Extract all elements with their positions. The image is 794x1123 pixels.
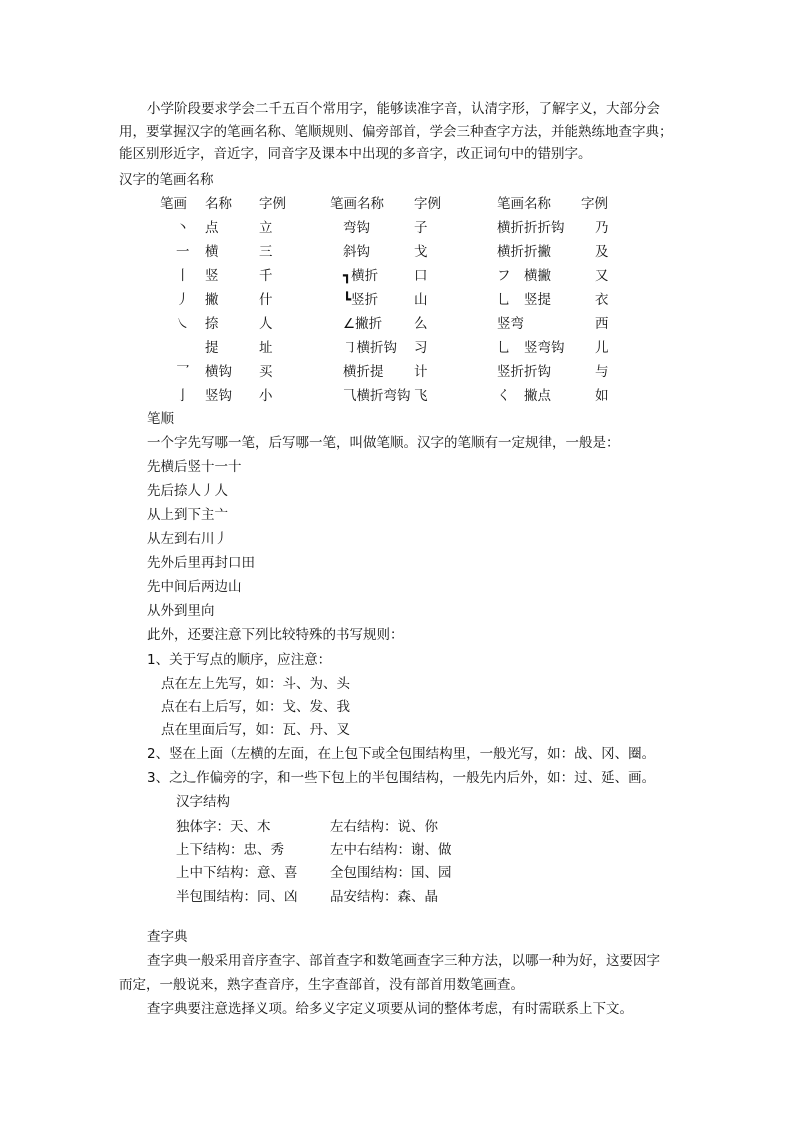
structure-item: 半包围结构：同、凶: [176, 889, 298, 905]
stroke-name: 横钩: [205, 364, 232, 380]
order-intro: 一个字先写哪一笔，后写哪一笔，叫做笔顺。汉字的笔顺有一定规律，一般是：: [147, 435, 620, 451]
stroke-name-3: フ 横撇: [497, 268, 551, 284]
stroke-table-row: [0, 243, 794, 261]
stroke-example-3: 又: [595, 268, 609, 284]
stroke-example-2: 口: [414, 268, 428, 284]
stroke-example: 什: [259, 292, 273, 308]
stroke-glyph: 丿: [176, 292, 190, 308]
stroke-example-2: 子: [414, 220, 428, 236]
stroke-example: 址: [259, 340, 273, 356]
stroke-example-3: 衣: [595, 292, 609, 308]
intro-line: 能区别形近字，音近字，同音字及课本中出现的多音字，改正词句中的错别字。: [119, 146, 592, 162]
intro-paragraph: [119, 98, 679, 166]
stroke-example: 三: [259, 244, 273, 260]
stroke-name-3: 竖折折钩: [497, 364, 551, 380]
dictionary-para-line: 查字典一般采用音序查字、部首查字和数笔画查字三种方法，以哪一种为好，这要因字: [147, 953, 660, 969]
stroke-example-3: 乃: [595, 220, 609, 236]
order-rule: 从左到右川丿: [147, 531, 228, 547]
header-example-3: 字例: [581, 196, 608, 212]
stroke-name: 竖钩: [205, 388, 232, 404]
stroke-section-title: 汉字的笔画名称: [119, 172, 214, 188]
stroke-glyph: ㇏: [176, 316, 190, 332]
stroke-name-2: 斜钩: [343, 244, 370, 260]
stroke-example-2: 山: [414, 292, 428, 308]
stroke-table-row: [0, 339, 794, 357]
structure-item: 左右结构：说、你: [330, 819, 438, 835]
header-stroke-name-2: 笔画名称: [330, 196, 384, 212]
dictionary-para-2: 查字典要注意选择义项。给多义字定义项要从词的整体考虑，有时需联系上下文。: [147, 1001, 633, 1017]
structure-section-title: 汉字结构: [176, 794, 230, 810]
stroke-example-3: 儿: [595, 340, 609, 356]
structure-item: 全包围结构：国、园: [330, 865, 452, 881]
stroke-table-row: [0, 291, 794, 309]
stroke-name: 提: [205, 340, 219, 356]
structure-item: 独体字：天、木: [176, 819, 271, 835]
dictionary-section-title: 查字典: [147, 929, 188, 945]
structure-item: 上中下结构：意、喜: [176, 865, 298, 881]
special-rule-1-item: 点在右上后写，如：戈、发、我: [161, 699, 350, 715]
stroke-name: 捺: [205, 316, 219, 332]
intro-line: 小学阶段要求学会二千五百个常用字，能够读准字音，认清字形，了解字义，大部分会: [147, 101, 660, 117]
stroke-name-2: ⺄横折弯钩: [343, 388, 411, 404]
stroke-name-3: 横折折撇: [497, 244, 551, 260]
stroke-example-3: 及: [595, 244, 609, 260]
stroke-table-row: [0, 219, 794, 237]
stroke-name-2: 弯钩: [343, 220, 370, 236]
stroke-example-2: 习: [414, 340, 428, 356]
stroke-table-header: [0, 195, 794, 213]
stroke-name-3: 乚 竖提: [497, 292, 551, 308]
stroke-glyph: 丶: [176, 220, 190, 236]
special-rule-3: 3、之辶作偏旁的字，和一些下包上的半包围结构，一般先内后外，如：过、延、画。: [147, 770, 656, 786]
header-stroke: 笔画: [160, 196, 187, 212]
order-rule: 从上到下主亠: [147, 507, 228, 523]
header-example: 字例: [259, 196, 286, 212]
stroke-example-3: 如: [595, 388, 609, 404]
stroke-example-2: 么: [414, 316, 428, 332]
stroke-glyph: 亅: [176, 388, 190, 404]
stroke-example-2: 计: [414, 364, 428, 380]
stroke-example-2: 飞: [414, 388, 428, 404]
stroke-example: 千: [259, 268, 273, 284]
stroke-example: 人: [259, 316, 273, 332]
stroke-table-row: [0, 387, 794, 405]
stroke-example-3: 与: [595, 364, 609, 380]
stroke-table-row: [0, 363, 794, 381]
special-rule-1: 1、关于写点的顺序，应注意：: [147, 652, 332, 668]
stroke-glyph: 乛: [176, 364, 190, 380]
stroke-name-2: 横折提: [343, 364, 384, 380]
stroke-name-2: ┗竖折: [343, 292, 379, 308]
order-rule: 从外到里向: [147, 603, 215, 619]
stroke-example: 买: [259, 364, 273, 380]
order-rule: 先横后竖十一十: [147, 459, 242, 475]
stroke-name-3: 乚 竖弯钩: [497, 340, 565, 356]
special-rule-1-item: 点在里面后写，如：瓦、丹、叉: [161, 722, 350, 738]
stroke-name-2: ┓横折: [343, 268, 379, 284]
stroke-glyph: 丨: [176, 268, 190, 284]
stroke-name: 撇: [205, 292, 219, 308]
stroke-name-2: ㇆横折钩: [343, 340, 397, 356]
dictionary-para-line: 而定，一般说来，熟字查音序，生字查部首，没有部首用数笔画查。: [119, 977, 524, 993]
header-example-2: 字例: [414, 196, 441, 212]
structure-item: 品安结构：森、晶: [330, 889, 438, 905]
stroke-example: 小: [259, 388, 273, 404]
special-rules-intro: 此外，还要注意下列比较特殊的书写规则：: [147, 627, 404, 643]
stroke-table-row: [0, 267, 794, 285]
stroke-glyph: 一: [176, 244, 190, 260]
stroke-name-3: 竖弯: [497, 316, 524, 332]
stroke-example: 立: [259, 220, 273, 236]
structure-item: 上下结构：忠、秀: [176, 842, 284, 858]
stroke-table-row: [0, 315, 794, 333]
stroke-example-3: 西: [595, 316, 609, 332]
stroke-name: 横: [205, 244, 219, 260]
stroke-name-3: く 撇点: [497, 388, 551, 404]
order-rule: 先中间后两边山: [147, 579, 242, 595]
header-name: 名称: [205, 196, 232, 212]
structure-item: 左中右结构：谢、做: [330, 842, 452, 858]
order-section-title: 笔顺: [147, 411, 174, 427]
stroke-name: 点: [205, 220, 219, 236]
header-stroke-name-3: 笔画名称: [497, 196, 551, 212]
order-rule: 先后捺人丿人: [147, 483, 228, 499]
order-rule: 先外后里再封口田: [147, 555, 255, 571]
stroke-example-2: 戈: [414, 244, 428, 260]
stroke-name-3: 横折折折钩: [497, 220, 565, 236]
special-rule-2: 2、竖在上面（左横的左面，在上包下或全包围结构里，一般光写，如：战、冈、圈。: [147, 746, 656, 762]
intro-line: 用，要掌握汉字的笔画名称、笔顺规则、偏旁部首，学会三种查字方法，并能熟练地查字典；: [119, 123, 673, 140]
special-rule-1-item: 点在左上先写，如：斗、为、头: [161, 676, 350, 692]
stroke-name: 竖: [205, 268, 219, 284]
stroke-name-2: ∠撇折: [343, 316, 383, 332]
